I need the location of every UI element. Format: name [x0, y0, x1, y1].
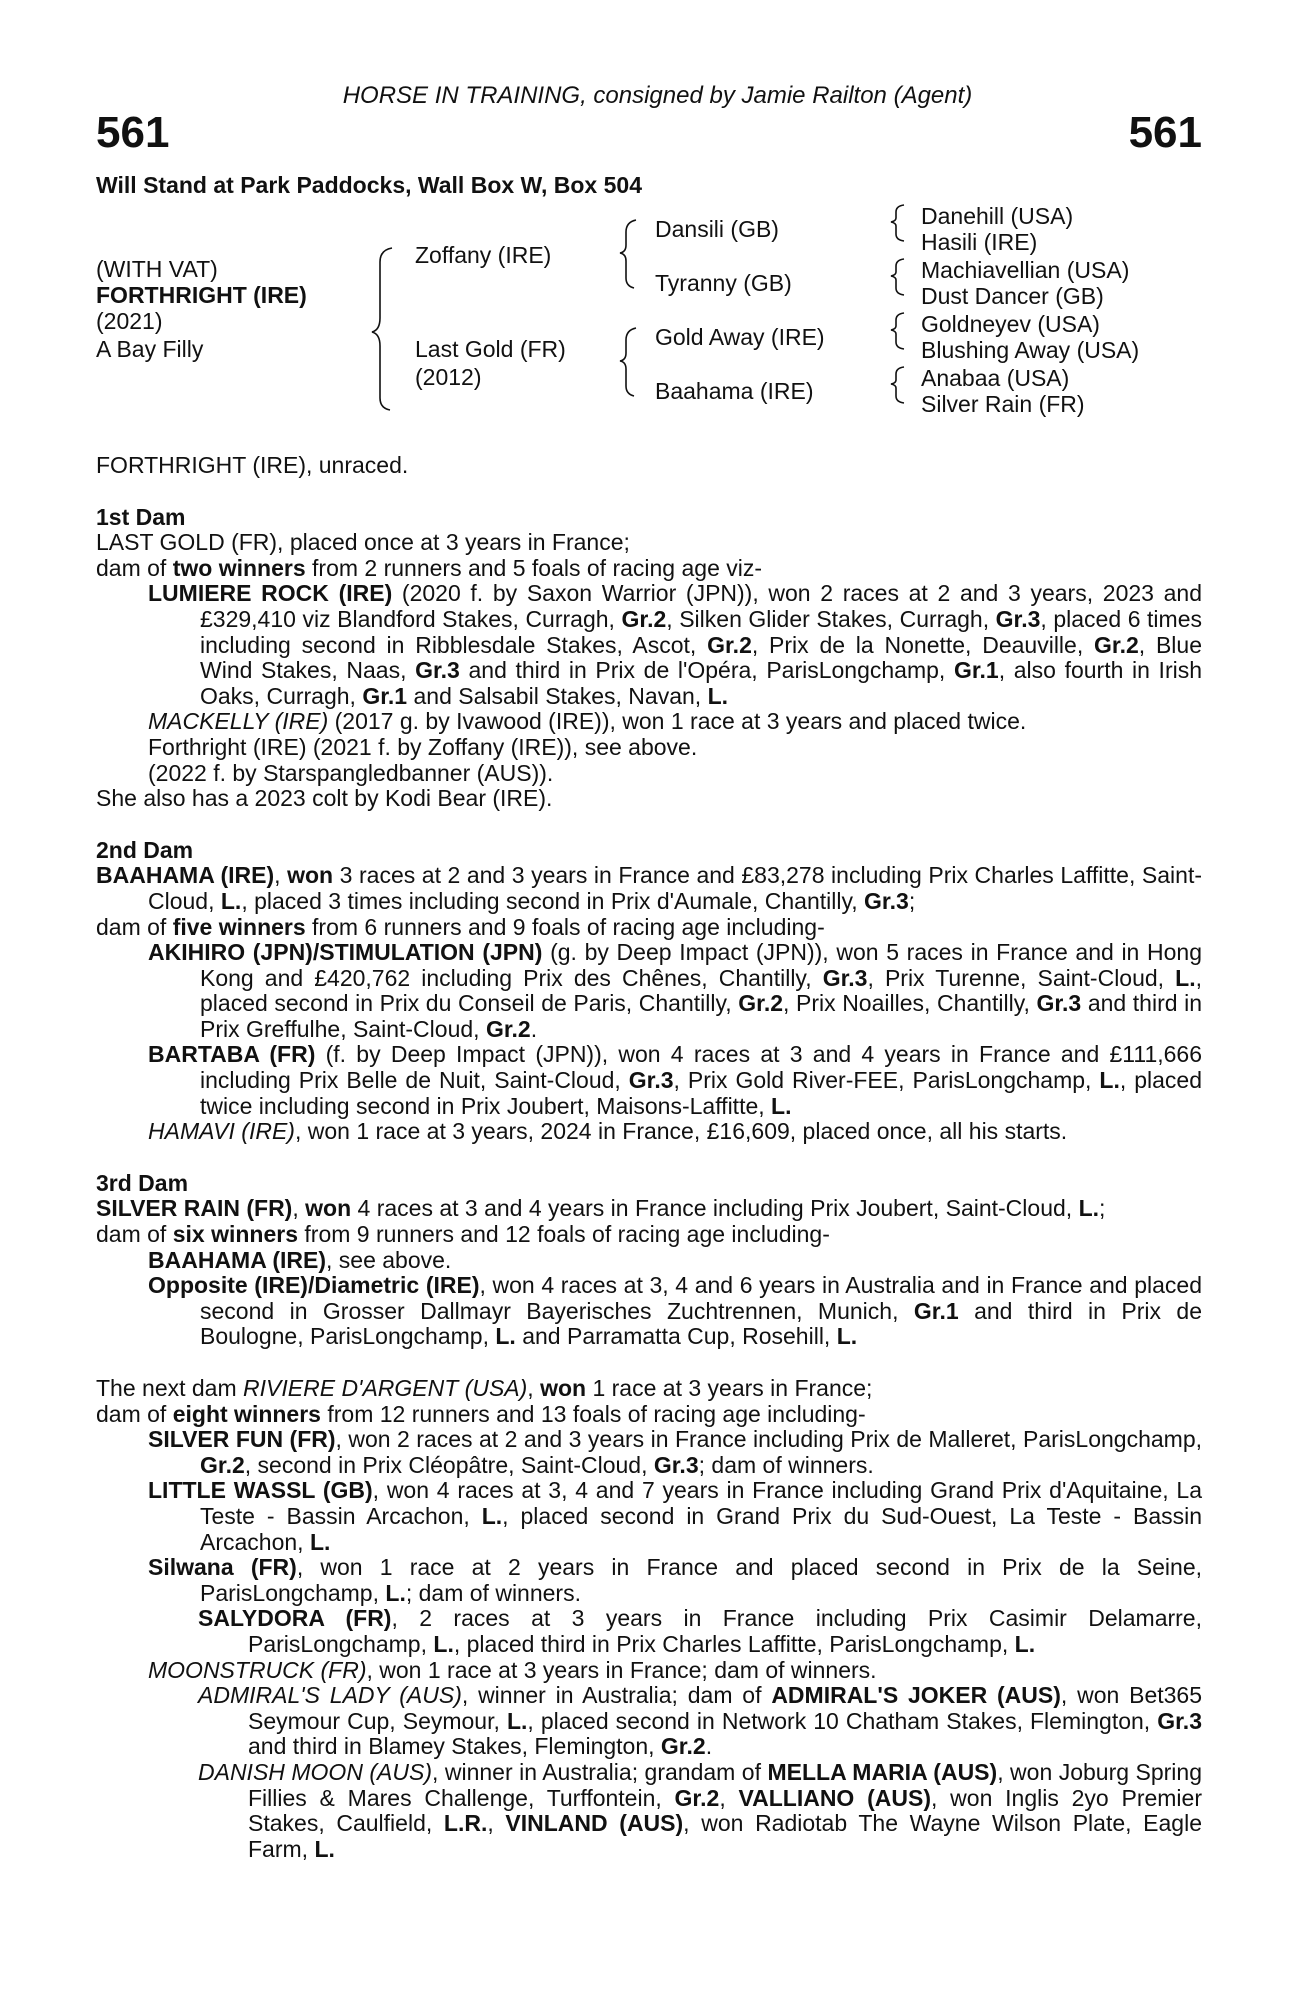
silwana-entry: Silwana (FR), won 1 race at 2 years in France and placed second in Prix de la Seine, ParisLongchamp, L.; dam of winners.: [148, 1554, 1203, 1606]
dam-sire: Gold Away (IRE): [655, 324, 825, 350]
grandsire-4: Dust Dancer (GB): [921, 283, 1104, 309]
salydora-entry: SALYDORA (FR), 2 races at 3 years in France including Prix Casimir Delamarre, ParisLongchamp, L., placed third in Prix Charles Laffitte, ParisLongchamp, L.: [198, 1605, 1202, 1657]
second-dam-produce: dam of five winners from 6 runners and 9 foals of racing age including-: [96, 913, 825, 940]
silver-fun-entry: SILVER FUN (FR), won 2 races at 2 and 3 years in France including Prix de Malleret, ParisLongchamp, Gr.2, second in Prix Cléopâtre, Saint-Cloud, Gr.3; dam of winners.: [148, 1426, 1202, 1478]
grandsire-3: Machiavellian (USA): [921, 257, 1130, 283]
grandsire-1: Danehill (USA): [921, 203, 1074, 229]
forthright-entry: Forthright (IRE) (2021 f. by Zoffany (IRE)), see above.: [148, 733, 698, 760]
colt-2023-line: She also has a 2023 colt by Kodi Bear (IRE).: [96, 785, 553, 812]
little-wassl-entry: LITTLE WASSL (GB), won 4 races at 3, 4 and 7 years in France including Grand Prix d'Aquitaine, La Teste - Bassin Arcachon, L., placed second in Grand Prix du Sud-Ouest, La Teste - Bassin Arcachon, L.: [148, 1477, 1203, 1555]
dam-year: (2012): [415, 364, 482, 390]
grandsire-6: Blushing Away (USA): [921, 337, 1140, 363]
mackelly-entry: MACKELLY (IRE) (2017 g. by Ivawood (IRE)), won 1 race at 3 years and placed twice.: [148, 708, 1027, 735]
baahama-ref-entry: BAAHAMA (IRE), see above.: [148, 1246, 452, 1273]
grandsire-7: Anabaa (USA): [921, 365, 1070, 391]
sire: Zoffany (IRE): [415, 242, 552, 268]
dam: Last Gold (FR): [415, 336, 566, 362]
third-dam-heading: 3rd Dam: [96, 1169, 189, 1196]
foal-2022-entry: (2022 f. by Starspangledbanner (AUS)).: [148, 759, 554, 786]
first-dam-line: LAST GOLD (FR), placed once at 3 years in France;: [96, 529, 630, 556]
catalogue-body: [96, 453, 1202, 1862]
silver-rain-entry: SILVER RAIN (FR), won 4 races at 3 and 4 years in France including Prix Joubert, Saint-Cloud, L.;: [96, 1195, 1106, 1222]
dam-dam: Baahama (IRE): [655, 378, 814, 404]
opposite-entry: Opposite (IRE)/Diametric (IRE), won 4 races at 3, 4 and 6 years in Australia and in France and placed second in Grosser Dallmayr Bayerisches Zuchtrennen, Munich, Gr.1 and third in Prix de Boulogne, ParisLongchamp, L. and Parramatta Cup, Rosehill, L.: [148, 1272, 1202, 1350]
stand-location: Will Stand at Park Paddocks, Wall Box W, Box 504: [96, 172, 642, 198]
danish-moon-entry: DANISH MOON (AUS), winner in Australia; grandam of MELLA MARIA (AUS), won Joburg Spring Fillies & Mares Challenge, Turffontein, Gr.2, VALLIANO (AUS), won Inglis 2yo Premier Stakes, Caulfield, L.R., VINLAND (AUS), won Radiotab The Wayne Wilson Plate, Eagle Farm, L.: [198, 1758, 1202, 1862]
third-dam-produce: dam of six winners from 9 runners and 12 foals of racing age including-: [96, 1221, 830, 1248]
grandsire-2: Hasili (IRE): [921, 229, 1038, 255]
baahama-entry: BAAHAMA (IRE), won 3 races at 2 and 3 years in France and £83,278 including Prix Charles Laffitte, Saint-Cloud, L., placed 3 times including second in Prix d'Aumale, Chantilly, Gr.3;: [96, 862, 1202, 914]
grandsire-5: Goldneyev (USA): [921, 311, 1100, 337]
sire-dam: Tyranny (GB): [655, 270, 792, 296]
second-dam-heading: 2nd Dam: [96, 836, 194, 863]
admirals-lady-entry: ADMIRAL'S LADY (AUS), winner in Australia; dam of ADMIRAL'S JOKER (AUS), won Bet365 Seymour Cup, Seymour, L., placed second in Network 10 Chatham Stakes, Flemington, Gr.3 and third in Blamey Stakes, Flemington, Gr.2.: [198, 1682, 1203, 1760]
hamavi-entry: HAMAVI (IRE), won 1 race at 3 years, 2024 in France, £16,609, placed once, all his starts.: [148, 1118, 1068, 1145]
pedigree-braces: [0, 0, 1315, 440]
lot-number-right: 561: [1128, 108, 1202, 157]
moonstruck-entry: MOONSTRUCK (FR), won 1 race at 3 years in France; dam of winners.: [148, 1656, 877, 1683]
header-title: HORSE IN TRAINING, consigned by Jamie Railton (Agent): [342, 82, 973, 109]
lot-number-left: 561: [96, 108, 170, 157]
horse-year: (2021): [96, 308, 163, 334]
unraced-line: FORTHRIGHT (IRE), unraced.: [96, 452, 409, 478]
bartaba-entry: BARTABA (FR) (f. by Deep Impact (JPN)), won 4 races at 3 and 4 years in France and £111,666 including Prix Belle de Nuit, Saint-Cloud, Gr.3, Prix Gold River-FEE, ParisLongchamp, L., placed twice including second in Prix Joubert, Maisons-Laffitte, L.: [148, 1041, 1203, 1119]
sire-sire: Dansili (GB): [655, 216, 779, 242]
horse-description: A Bay Filly: [96, 336, 204, 362]
akihiro-entry: AKIHIRO (JPN)/STIMULATION (JPN) (g. by Deep Impact (JPN)), won 5 races in France and in Hong Kong and £420,762 including Prix des Chênes, Chantilly, Gr.3, Prix Turenne, Saint-Cloud, L., placed second in Prix du Conseil de Paris, Chantilly, Gr.2, Prix Noailles, Chantilly, Gr.3 and third in Prix Greffulhe, Saint-Cloud, Gr.2.: [148, 939, 1203, 1042]
next-dam-produce: dam of eight winners from 12 runners and 13 foals of racing age including-: [96, 1400, 866, 1427]
vat-note: (WITH VAT): [96, 256, 218, 282]
horse-name: FORTHRIGHT (IRE): [96, 282, 307, 308]
lumiere-rock-entry: LUMIERE ROCK (IRE) (2020 f. by Saxon Warrior (JPN)), won 2 races at 2 and 3 years, 2023 and £329,410 viz Blandford Stakes, Curragh, Gr.2, Silken Glider Stakes, Curragh, Gr.3, placed 6 times including second in Ribblesdale Stakes, Ascot, Gr.2, Prix de la Nonette, Deauville, Gr.2, Blue Wind Stakes, Naas, Gr.3 and third in Prix de l'Opéra, ParisLongchamp, Gr.1, also fourth in Irish Oaks, Curragh, Gr.1 and Salsabil Stakes, Navan, L.: [148, 580, 1203, 709]
next-dam-line: The next dam RIVIERE D'ARGENT (USA), won 1 race at 3 years in France;: [96, 1375, 873, 1401]
first-dam-heading: 1st Dam: [96, 503, 186, 530]
grandsire-8: Silver Rain (FR): [921, 391, 1085, 417]
first-dam-produce: dam of two winners from 2 runners and 5 foals of racing age viz-: [96, 554, 763, 581]
